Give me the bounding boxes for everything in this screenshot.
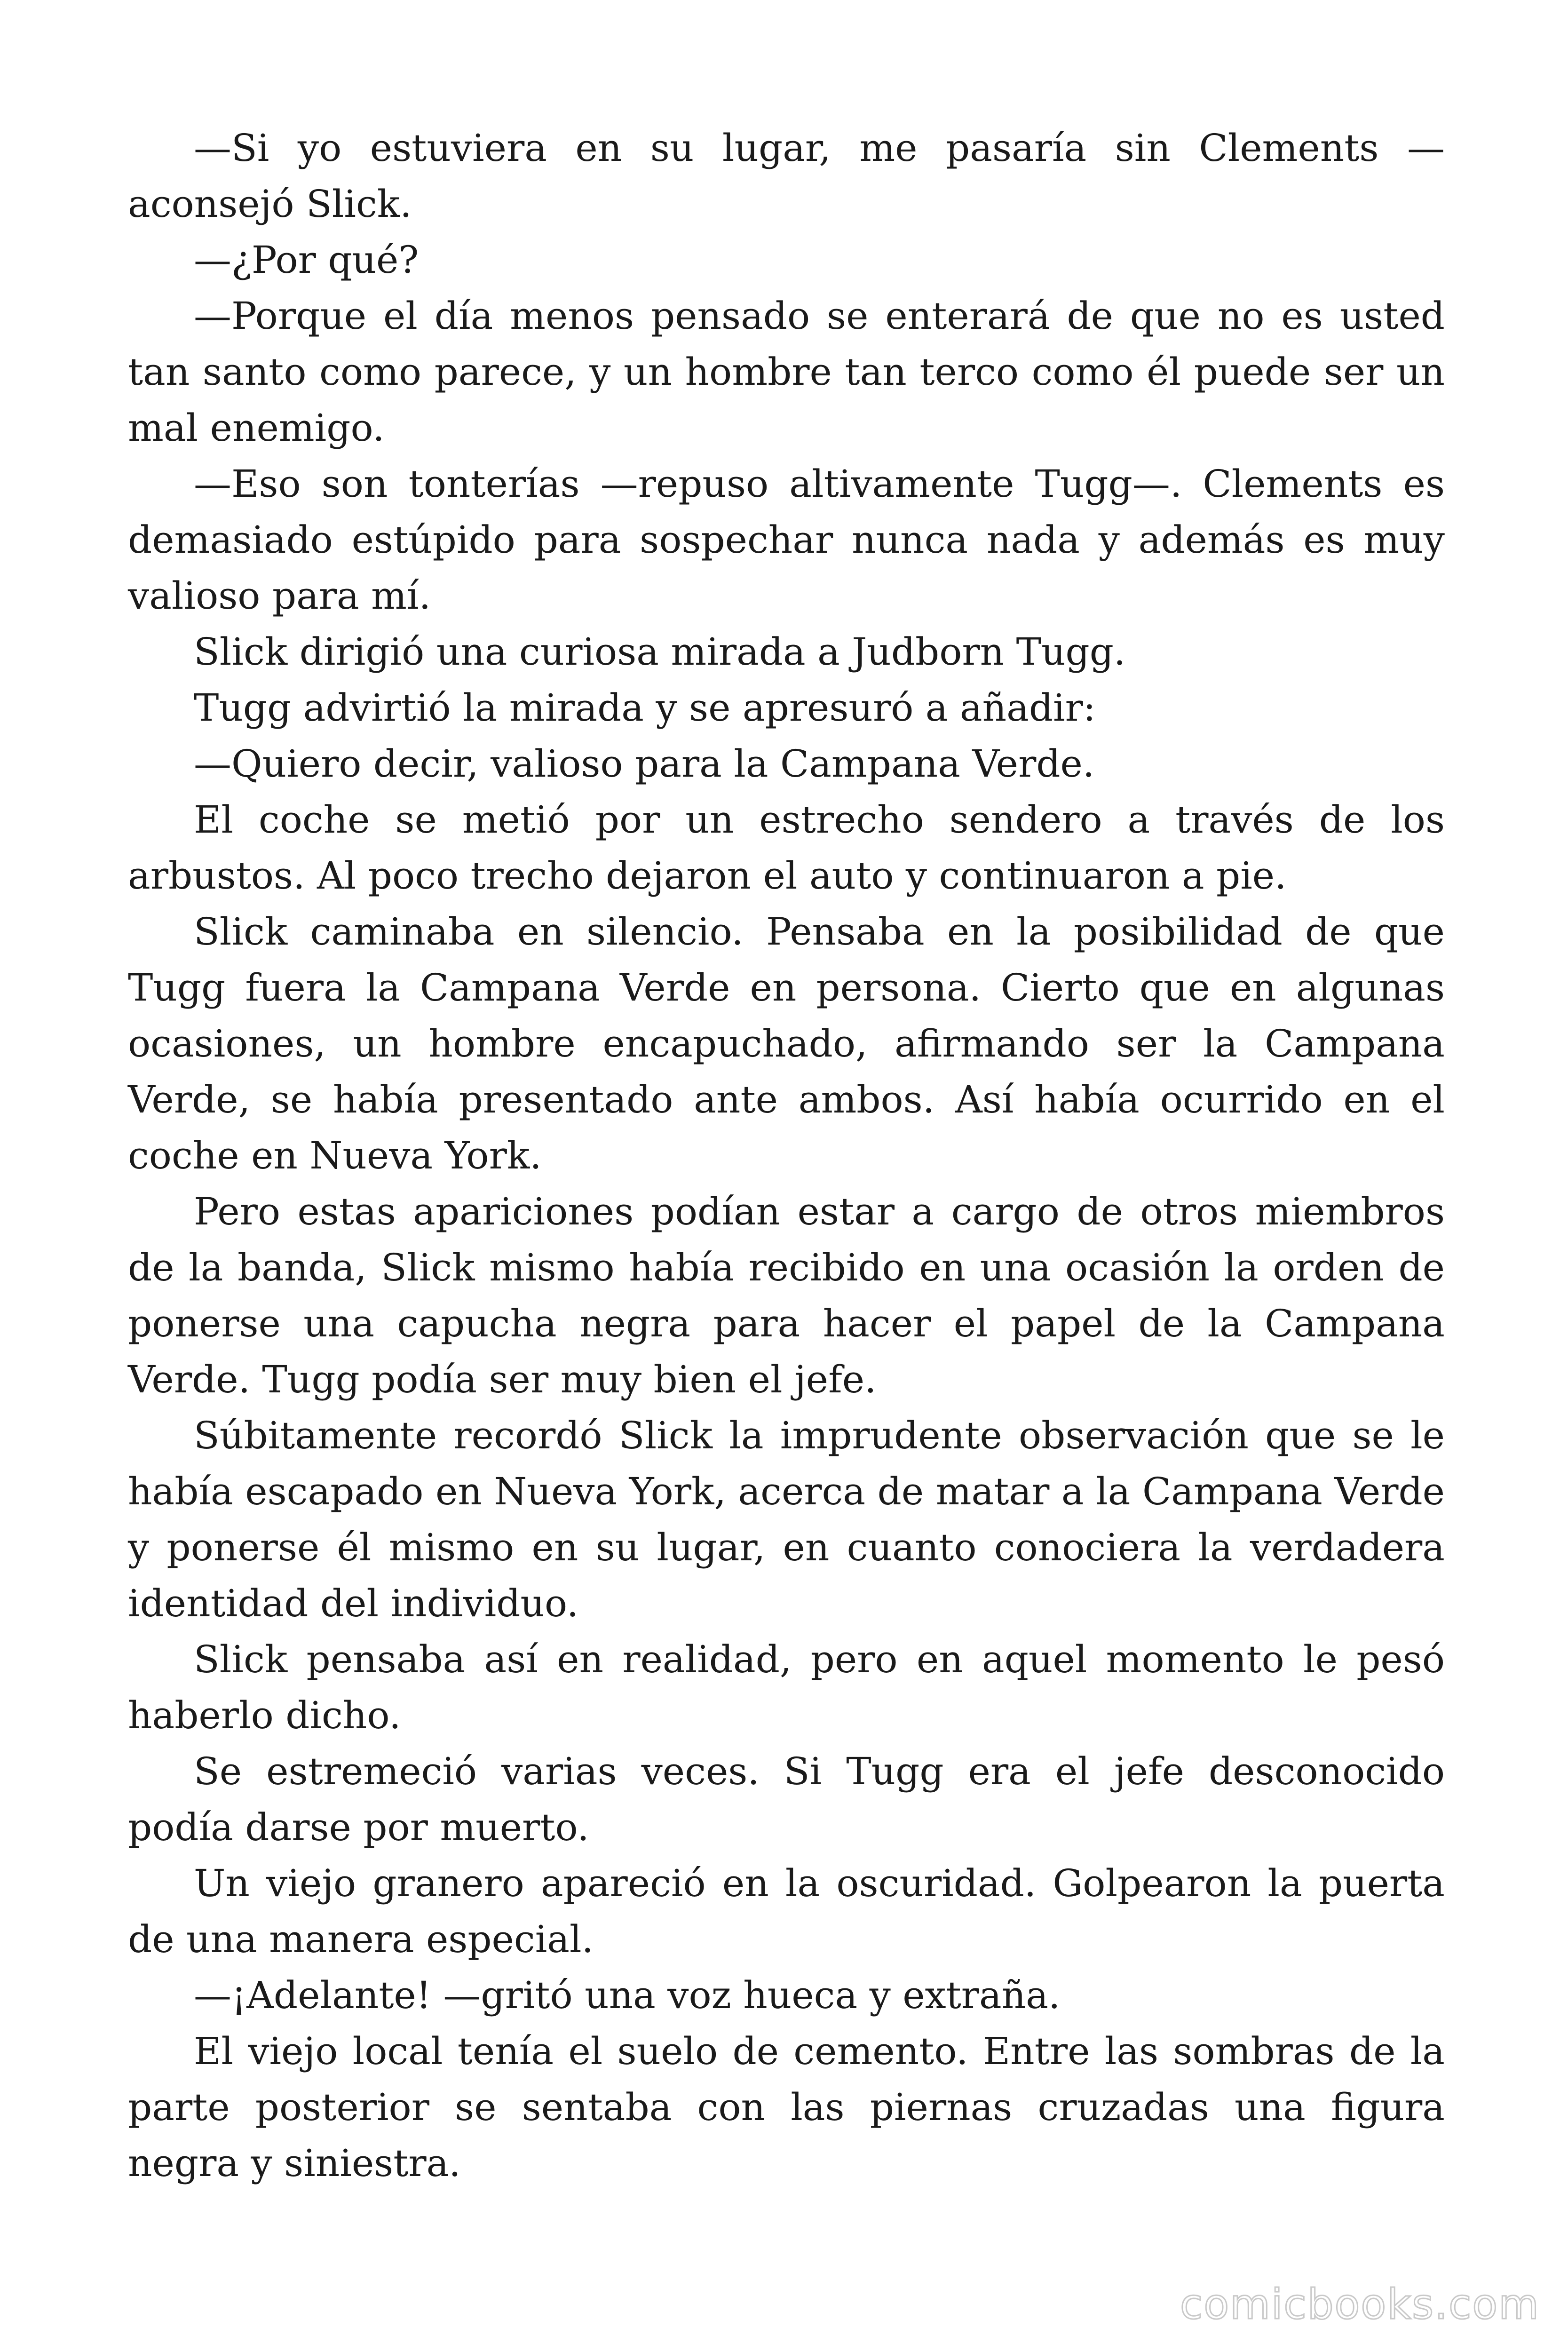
paragraph: Tugg advirtió la mirada y se apresuró a añadir: bbox=[194, 686, 1096, 730]
paragraph: —Porque el día menos pensado se enterará de que no es usted tan santo como parece, y un hombre tan terco como él puede ser un mal enemigo. bbox=[128, 294, 1445, 450]
paragraph: —Si yo estuviera en su lugar, me pasaría sin Clements —aconsejó Slick. bbox=[128, 126, 1445, 226]
paragraph: Un viejo granero apareció en la oscuridad. Golpearon la puerta de una manera especial. bbox=[128, 1861, 1445, 1961]
paragraph: Pero estas apariciones podían estar a cargo de otros miembros de la banda, Slick mismo había recibido en una ocasión la orden de ponerse una capucha negra para hacer el papel de la Campana Verde. Tugg podía ser muy bien el jefe. bbox=[128, 1190, 1445, 1401]
paragraph: Slick dirigió una curiosa mirada a Judborn Tugg. bbox=[194, 630, 1126, 674]
page-body-text bbox=[128, 120, 1445, 2191]
paragraph: Slick caminaba en silencio. Pensaba en la posibilidad de que Tugg fuera la Campana Verde en persona. Cierto que en algunas ocasiones, un hombre encapuchado, afirmando ser la Campana Verde, se había presentado ante ambos. Así había ocurrido en el coche en Nueva York. bbox=[128, 910, 1445, 1177]
paragraph: Se estremeció varias veces. Si Tugg era el jefe desconocido podía darse por muerto. bbox=[128, 1749, 1445, 1849]
paragraph: —¡Adelante! —gritó una voz hueca y extraña. bbox=[194, 1973, 1061, 2017]
site-watermark: comicbooks.com bbox=[1180, 2280, 1540, 2328]
paragraph: —¿Por qué? bbox=[194, 238, 419, 282]
paragraph: Súbitamente recordó Slick la imprudente observación que se le había escapado en Nueva York, acerca de matar a la Campana Verde y ponerse él mismo en su lugar, en cuanto conociera la verdadera identidad del individuo. bbox=[128, 1414, 1445, 1625]
paragraph: —Eso son tonterías —repuso altivamente Tugg—. Clements es demasiado estúpido para sospechar nunca nada y además es muy valioso para mí. bbox=[128, 462, 1445, 618]
paragraph: El viejo local tenía el suelo de cemento. Entre las sombras de la parte posterior se sentaba con las piernas cruzadas una figura negra y siniestra. bbox=[128, 2029, 1445, 2185]
paragraph: —Quiero decir, valioso para la Campana Verde. bbox=[194, 742, 1095, 786]
paragraph: Slick pensaba así en realidad, pero en aquel momento le pesó haberlo dicho. bbox=[128, 1637, 1445, 1737]
paragraph: El coche se metió por un estrecho sendero a través de los arbustos. Al poco trecho dejaron el auto y continuaron a pie. bbox=[128, 798, 1445, 898]
